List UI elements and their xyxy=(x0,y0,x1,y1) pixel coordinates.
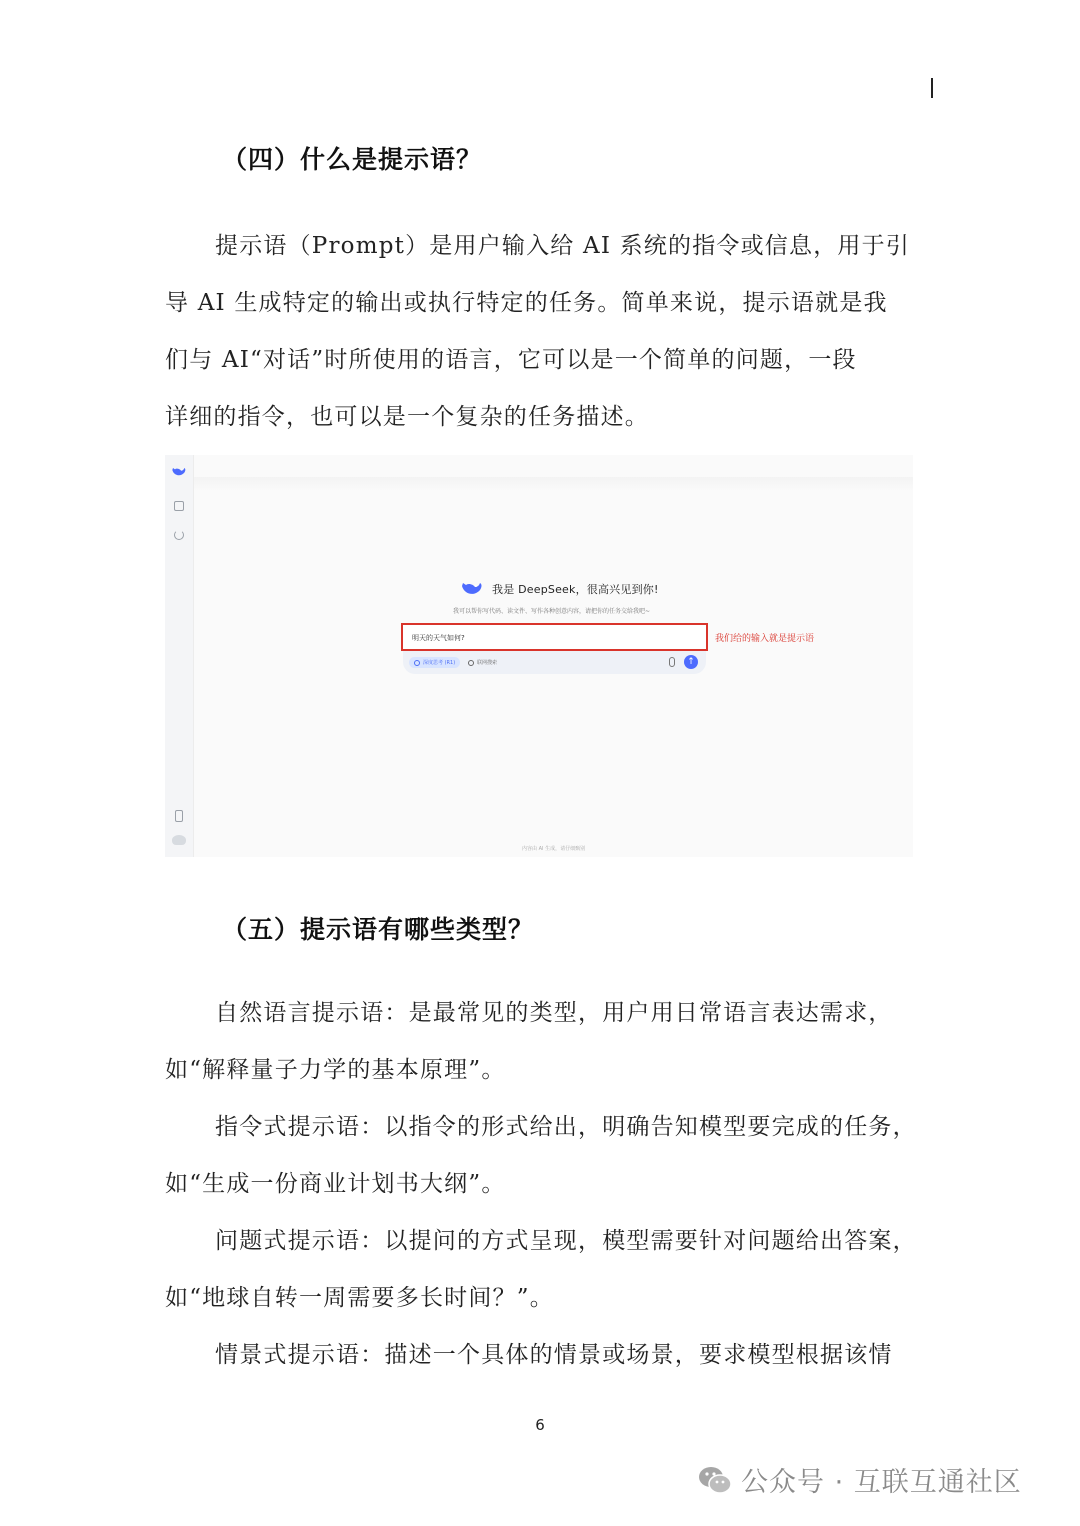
paperclip-icon[interactable] xyxy=(669,657,675,667)
screenshot-topbar xyxy=(194,477,913,491)
paragraph-line: 们与 AI“对话”时所使用的语言，它可以是一个简单的问题，一段 xyxy=(165,347,857,373)
screenshot-sidebar xyxy=(165,455,194,857)
wechat-watermark xyxy=(697,1460,1022,1499)
deepseek-screenshot xyxy=(165,455,913,857)
paragraph-line: 问题式提示语：以提问的方式呈现，模型需要针对问题给出答案， xyxy=(215,1228,917,1254)
phone-icon xyxy=(175,810,183,822)
input-toolbar xyxy=(403,651,706,674)
prompt-input-text: 明天的天气如何? xyxy=(412,634,465,642)
refresh-icon xyxy=(174,530,184,540)
deep-think-button[interactable] xyxy=(409,657,460,668)
paragraph-line: 如“地球自转一周需要多长时间？”。 xyxy=(165,1285,554,1311)
greeting-text: 我是 DeepSeek，很高兴见到你! xyxy=(492,583,659,596)
deep-think-label: 深度思考 (R1) xyxy=(423,660,456,666)
paragraph-line: 自然语言提示语：是最常见的类型，用户用日常语言表达需求， xyxy=(215,1000,893,1026)
globe-icon xyxy=(468,660,474,666)
greeting-subtitle: 我可以帮你写代码、读文件、写作各种创意内容，请把你的任务交给我吧~ xyxy=(453,608,651,615)
greeting-row xyxy=(460,580,659,598)
prompt-input[interactable] xyxy=(401,623,708,651)
ai-disclaimer: 内容由 AI 生成，请仔细甄别 xyxy=(522,846,586,852)
prompt-annotation: 我们给的输入就是提示语 xyxy=(715,634,815,644)
paragraph-line: 提示语（Prompt）是用户输入给 AI 系统的指令或信息，用于引 xyxy=(215,233,911,259)
paragraph-line: 导 AI 生成特定的输出或执行特定的任务。简单来说，提示语就是我 xyxy=(165,290,888,316)
section-5-paragraphs xyxy=(165,985,917,1384)
header-rule-mark xyxy=(931,78,933,98)
watermark-text: 公众号 · 互联互通社区 xyxy=(741,1467,1022,1498)
section-5-heading: （五）提示语有哪些类型？ xyxy=(222,915,535,944)
page-number: 6 xyxy=(535,1416,545,1434)
deepseek-whale-icon xyxy=(460,580,484,598)
section-4-paragraph xyxy=(165,218,917,446)
paragraph-line: 情景式提示语：描述一个具体的情景或场景，要求模型根据该情 xyxy=(215,1342,893,1368)
paragraph-line: 指令式提示语：以指令的形式给出，明确告知模型要完成的任务， xyxy=(215,1114,917,1140)
avatar-icon xyxy=(172,835,186,845)
web-search-button[interactable] xyxy=(463,657,502,668)
section-4-heading: （四）什么是提示语？ xyxy=(222,145,483,174)
paragraph-line: 如“解释量子力学的基本原理”。 xyxy=(165,1057,506,1083)
wechat-icon xyxy=(697,1464,733,1496)
deep-think-icon xyxy=(414,660,420,666)
web-search-label: 联网搜索 xyxy=(477,660,498,666)
send-arrow-icon[interactable]: ↑ xyxy=(684,655,698,669)
deepseek-whale-icon xyxy=(171,465,187,479)
paragraph-line: 如“生成一份商业计划书大纲”。 xyxy=(165,1171,506,1197)
new-chat-icon xyxy=(174,501,184,511)
paragraph-line: 详细的指令，也可以是一个复杂的任务描述。 xyxy=(165,404,649,430)
